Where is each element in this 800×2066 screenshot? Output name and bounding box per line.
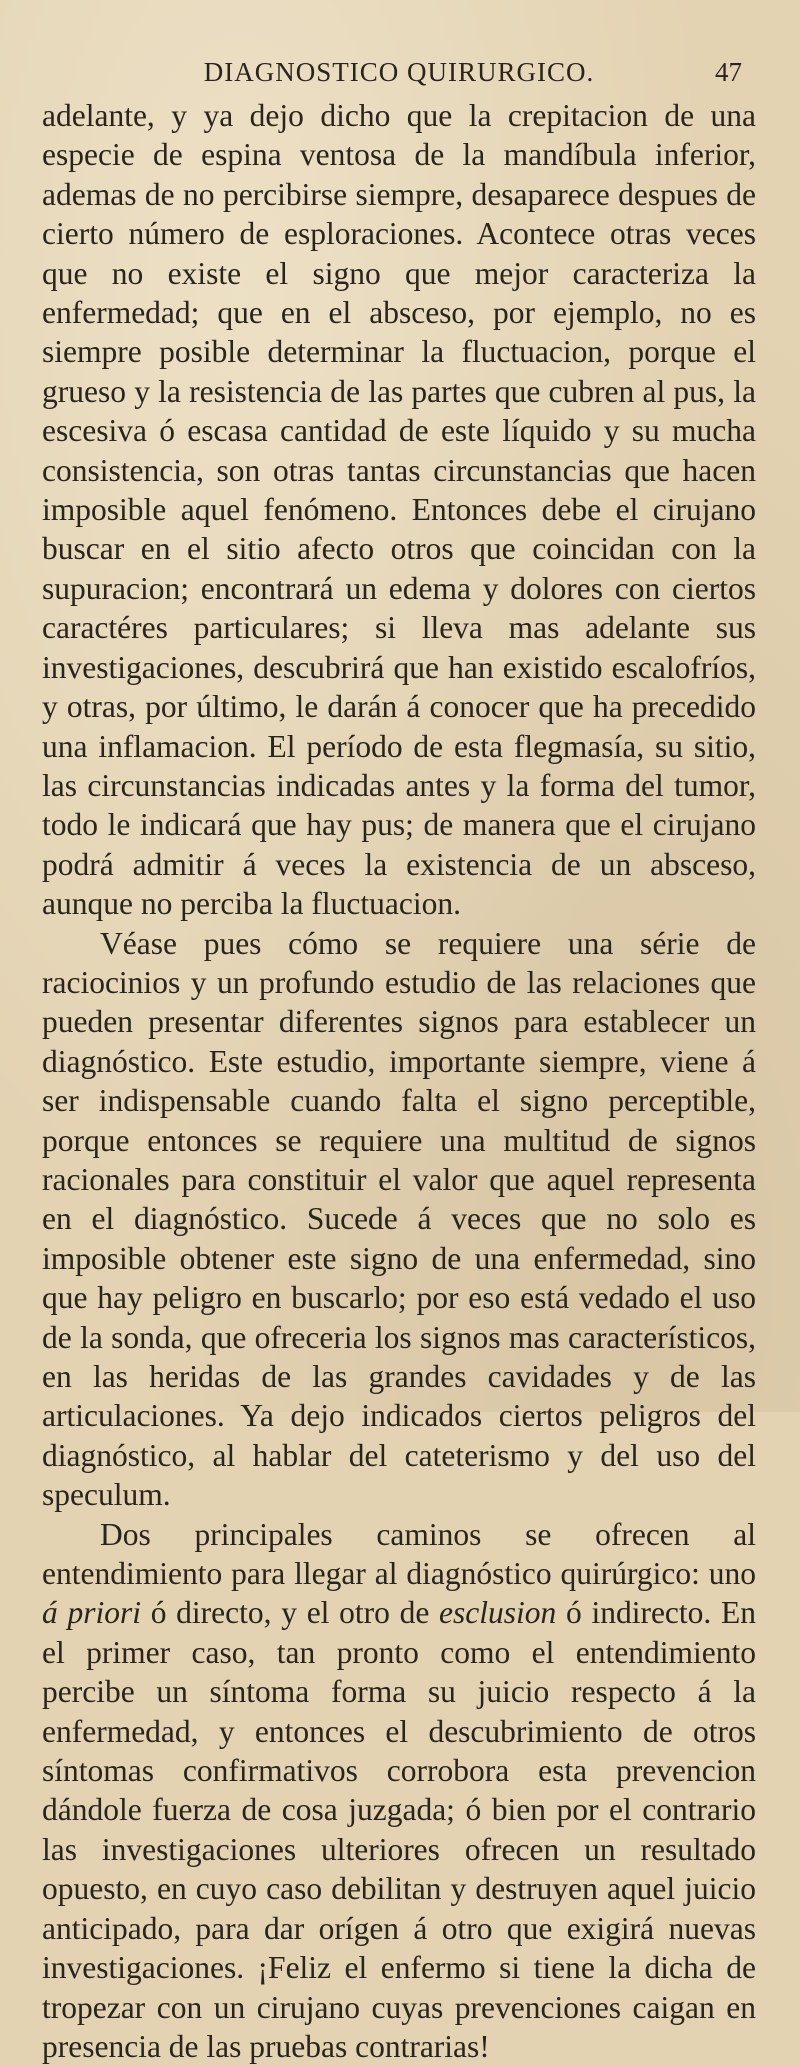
italic-term: esclusion (439, 1595, 557, 1631)
paragraph (42, 924, 756, 1515)
paragraph-text: adelante, y ya dejo dicho que la crepitacion de una especie de espina ventosa de la mandíbula inferior, ademas de no percibirse siempre, desaparece despues de cierto número de esploraciones. Acontece otras veces que no existe el signo que mejor caracteriza la enfermedad; que en el absceso, por ejemplo, no es siempre posible determinar la fluctuacion, porque el grueso y la resistencia de las partes que cubren al pus, la escesiva ó escasa cantidad de este líquido y su mucha consistencia, son otras tantas circunstancias que hacen imposible aquel fenómeno. Entonces debe el cirujano buscar en el sitio afecto otros que coincidan con la supuracion; encontrará un edema y dolores con ciertos caractéres particulares; si lleva mas adelante sus investigaciones, descubrirá que han existido escalofríos, y otras, por último, le darán á conocer que ha precedido una inflamacion. El período de esta flegmasía, su sitio, las circunstancias indicadas antes y la forma del tumor, todo le indicará que hay pus; de manera que el cirujano podrá admitir á veces la existencia de un absceso, aunque no perciba la fluctuacion. (42, 98, 756, 922)
paragraph-text: Véase pues cómo se requiere una série de raciocinios y un profundo estudio de las relaciones que pueden presentar diferentes signos para establecer un diagnóstico. Este estudio, importante siempre, viene á ser indispensable cuando falta el signo perceptible, porque entonces se requiere una multitud de signos racionales para constituir el valor que aquel representa en el diagnóstico. Sucede á veces que no solo es imposible obtener este signo de una enfermedad, sino que hay peligro en buscarlo; por eso está vedado el uso de la sonda, que ofreceria los signos mas característicos, en las heridas de las grandes cavidades y de las articulaciones. Ya dejo indicados ciertos peligros del diagnóstico, al hablar del cateterismo y del uso del speculum. (42, 925, 756, 1513)
running-head (42, 52, 756, 92)
paragraph (42, 1515, 756, 2066)
italic-term: á priori (42, 1595, 141, 1631)
body-text (42, 96, 756, 2066)
paragraph-text: Dos principales caminos se ofrecen al entendimiento para llegar al diagnóstico quirúrgico: uno (42, 1516, 756, 1592)
paragraph-text: ó indirecto. En el primer caso, tan pronto como el entendimiento percibe un síntoma forma su juicio respecto á la enfermedad, y entonces el descubrimiento de otros síntomas confirmativos corrobora esta prevencion dándole fuerza de cosa juzgada; ó bien por el contrario las investigaciones ulteriores ofrecen un resultado opuesto, en cuyo caso debilitan y destruyen aquel juicio anticipado, para dar orígen á otro que exigirá nuevas investigaciones. ¡Feliz el enfermo si tiene la dicha de tropezar con un cirujano cuyas prevenciones caigan en presencia de las pruebas contrarias! (42, 1595, 756, 2064)
paragraph-text: ó directo, y el otro de (141, 1595, 440, 1631)
page-number: 47 (715, 57, 742, 87)
paragraph-continued (42, 96, 756, 924)
running-head-title: DIAGNOSTICO QUIRURGICO. (203, 57, 595, 87)
